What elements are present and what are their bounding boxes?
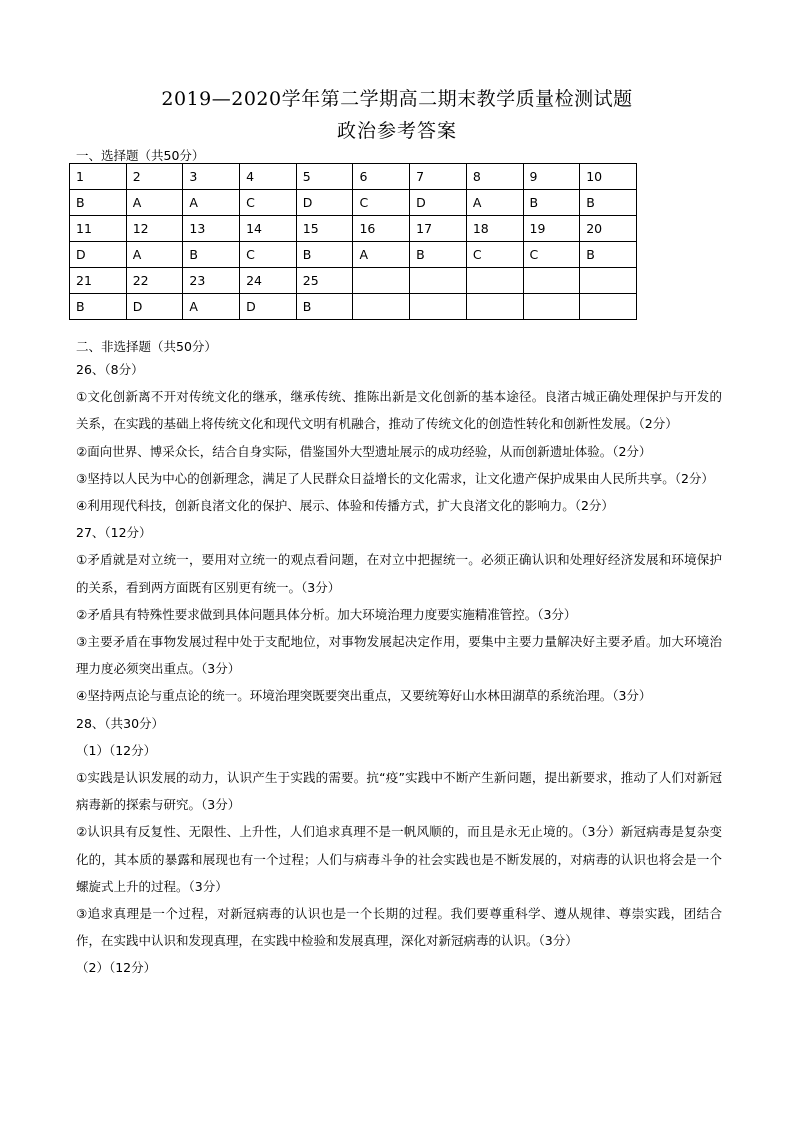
table-cell: B (296, 294, 353, 320)
answer-table (69, 163, 637, 320)
table-cell: 18 (466, 216, 523, 242)
answer-paragraph: ③坚持以人民为中心的创新理念，满足了人民群众日益增长的文化需求，让文化遗产保护成果由人民所共享。（2分） (76, 470, 714, 486)
table-cell: 10 (580, 164, 637, 190)
answer-paragraph: （2）（12分） (76, 960, 157, 976)
table-cell (466, 294, 523, 320)
table-cell: A (126, 190, 183, 216)
table-cell (580, 294, 637, 320)
table-cell: D (410, 190, 467, 216)
table-row (70, 268, 637, 294)
answer-body (76, 356, 722, 982)
answer-paragraph: ③主要矛盾在事物发展过程中处于支配地位，对事物发展起决定作用，要集中主要力量解决好主要矛盾。加大环境治理力度必须突出重点。（3分） (76, 634, 722, 677)
answer-paragraph: ④坚持两点论与重点论的统一。环境治理突既要突出重点，又要统筹好山水林田湖草的系统治理。（3分） (76, 688, 652, 704)
answer-paragraph: ③追求真理是一个过程，对新冠病毒的认识也是一个长期的过程。我们要尊重科学、遵从规律、尊崇实践，团结合作，在实践中认识和发现真理，在实践中检验和发展真理，深化对新冠病毒的认识。（3分） (76, 906, 722, 949)
table-cell: C (353, 190, 410, 216)
table-row (70, 164, 637, 190)
table-cell: 25 (296, 268, 353, 294)
table-cell (523, 294, 580, 320)
table-cell: C (523, 242, 580, 268)
table-cell: D (70, 242, 127, 268)
table-cell: A (183, 190, 240, 216)
table-cell: D (126, 294, 183, 320)
table-cell: B (70, 294, 127, 320)
table-cell: 9 (523, 164, 580, 190)
section-heading-nonchoice: 二、非选择题（共50分） (76, 339, 217, 354)
table-cell: 1 (70, 164, 127, 190)
table-cell: 21 (70, 268, 127, 294)
answer-paragraph: ④利用现代科技，创新良渚文化的保护、展示、体验和传播方式，扩大良渚文化的影响力。（2分） (76, 498, 614, 514)
table-cell (523, 268, 580, 294)
table-cell: B (523, 190, 580, 216)
table-cell: 8 (466, 164, 523, 190)
answer-paragraph: ①文化创新离不开对传统文化的继承，继承传统、推陈出新是文化创新的基本途径。良渚古城正确处理保护与开发的关系，在实践的基础上将传统文化和现代文明有机融合，推动了传统文化的创造性转化和创新性发展。（2分） (76, 389, 722, 432)
table-cell: 17 (410, 216, 467, 242)
table-cell: 20 (580, 216, 637, 242)
answer-paragraph: （1）（12分） (76, 742, 157, 758)
table-cell: D (240, 294, 297, 320)
table-cell: B (296, 242, 353, 268)
table-cell: A (183, 294, 240, 320)
table-cell: 4 (240, 164, 297, 190)
table-cell (353, 294, 410, 320)
table-cell: 13 (183, 216, 240, 242)
table-cell: B (580, 242, 637, 268)
table-cell: A (353, 242, 410, 268)
table-cell: 24 (240, 268, 297, 294)
page-title: 2019—2020学年第二学期高二期末教学质量检测试题 (161, 88, 633, 110)
table-row (70, 242, 637, 268)
table-cell: 15 (296, 216, 353, 242)
answer-paragraph: ①矛盾就是对立统一，要用对立统一的观点看问题，在对立中把握统一。必须正确认识和处理好经济发展和环境保护的关系，看到两方面既有区别更有统一。（3分） (76, 552, 722, 595)
table-cell: D (296, 190, 353, 216)
table-row (70, 216, 637, 242)
table-cell: C (240, 190, 297, 216)
answer-paragraph: 27、（12分） (76, 525, 152, 541)
table-cell: B (183, 242, 240, 268)
table-cell: 5 (296, 164, 353, 190)
table-cell: C (240, 242, 297, 268)
table-cell: 12 (126, 216, 183, 242)
table-cell: B (70, 190, 127, 216)
table-cell: A (466, 190, 523, 216)
table-cell: 11 (70, 216, 127, 242)
table-cell (466, 268, 523, 294)
answer-paragraph: ①实践是认识发展的动力，认识产生于实践的需要。抗“疫”实践中不断产生新问题，提出新要求，推动了人们对新冠病毒新的探索与研究。（3分） (76, 770, 722, 813)
table-cell: 14 (240, 216, 297, 242)
table-cell: 2 (126, 164, 183, 190)
answer-paragraph: 26、（8分） (76, 362, 144, 377)
table-cell: 16 (353, 216, 410, 242)
table-cell (580, 268, 637, 294)
table-cell: 22 (126, 268, 183, 294)
table-cell (410, 294, 467, 320)
table-cell: 19 (523, 216, 580, 242)
table-cell: B (580, 190, 637, 216)
table-cell: 6 (353, 164, 410, 190)
table-cell (353, 268, 410, 294)
table-cell: 3 (183, 164, 240, 190)
table-cell: B (410, 242, 467, 268)
answer-paragraph: ②面向世界、博采众长，结合自身实际，借鉴国外大型遗址展示的成功经验，从而创新遗址体验。（2分） (76, 443, 652, 459)
table-cell: 23 (183, 268, 240, 294)
table-cell: C (466, 242, 523, 268)
table-row (70, 190, 637, 216)
answer-paragraph: 28、（共30分） (76, 715, 165, 731)
answer-paragraph: ②认识具有反复性、无限性、上升性，人们追求真理不是一帆风顺的，而且是永无止境的。（3分）新冠病毒是复杂变化的，其本质的暴露和展现也有一个过程；人们与病毒斗争的社会实践也是不断发展的，对病毒的认识也将会是一个螺旋式上升的过程。（3分） (76, 824, 722, 894)
table-cell: 7 (410, 164, 467, 190)
table-row (70, 294, 637, 320)
table-cell (410, 268, 467, 294)
page-subtitle: 政治参考答案 (336, 120, 457, 142)
table-cell: A (126, 242, 183, 268)
section-heading-choice: 一、选择题（共50分） (76, 148, 205, 163)
answer-paragraph: ②矛盾具有特殊性要求做到具体问题具体分析。加大环境治理力度要实施精准管控。（3分） (76, 606, 577, 622)
